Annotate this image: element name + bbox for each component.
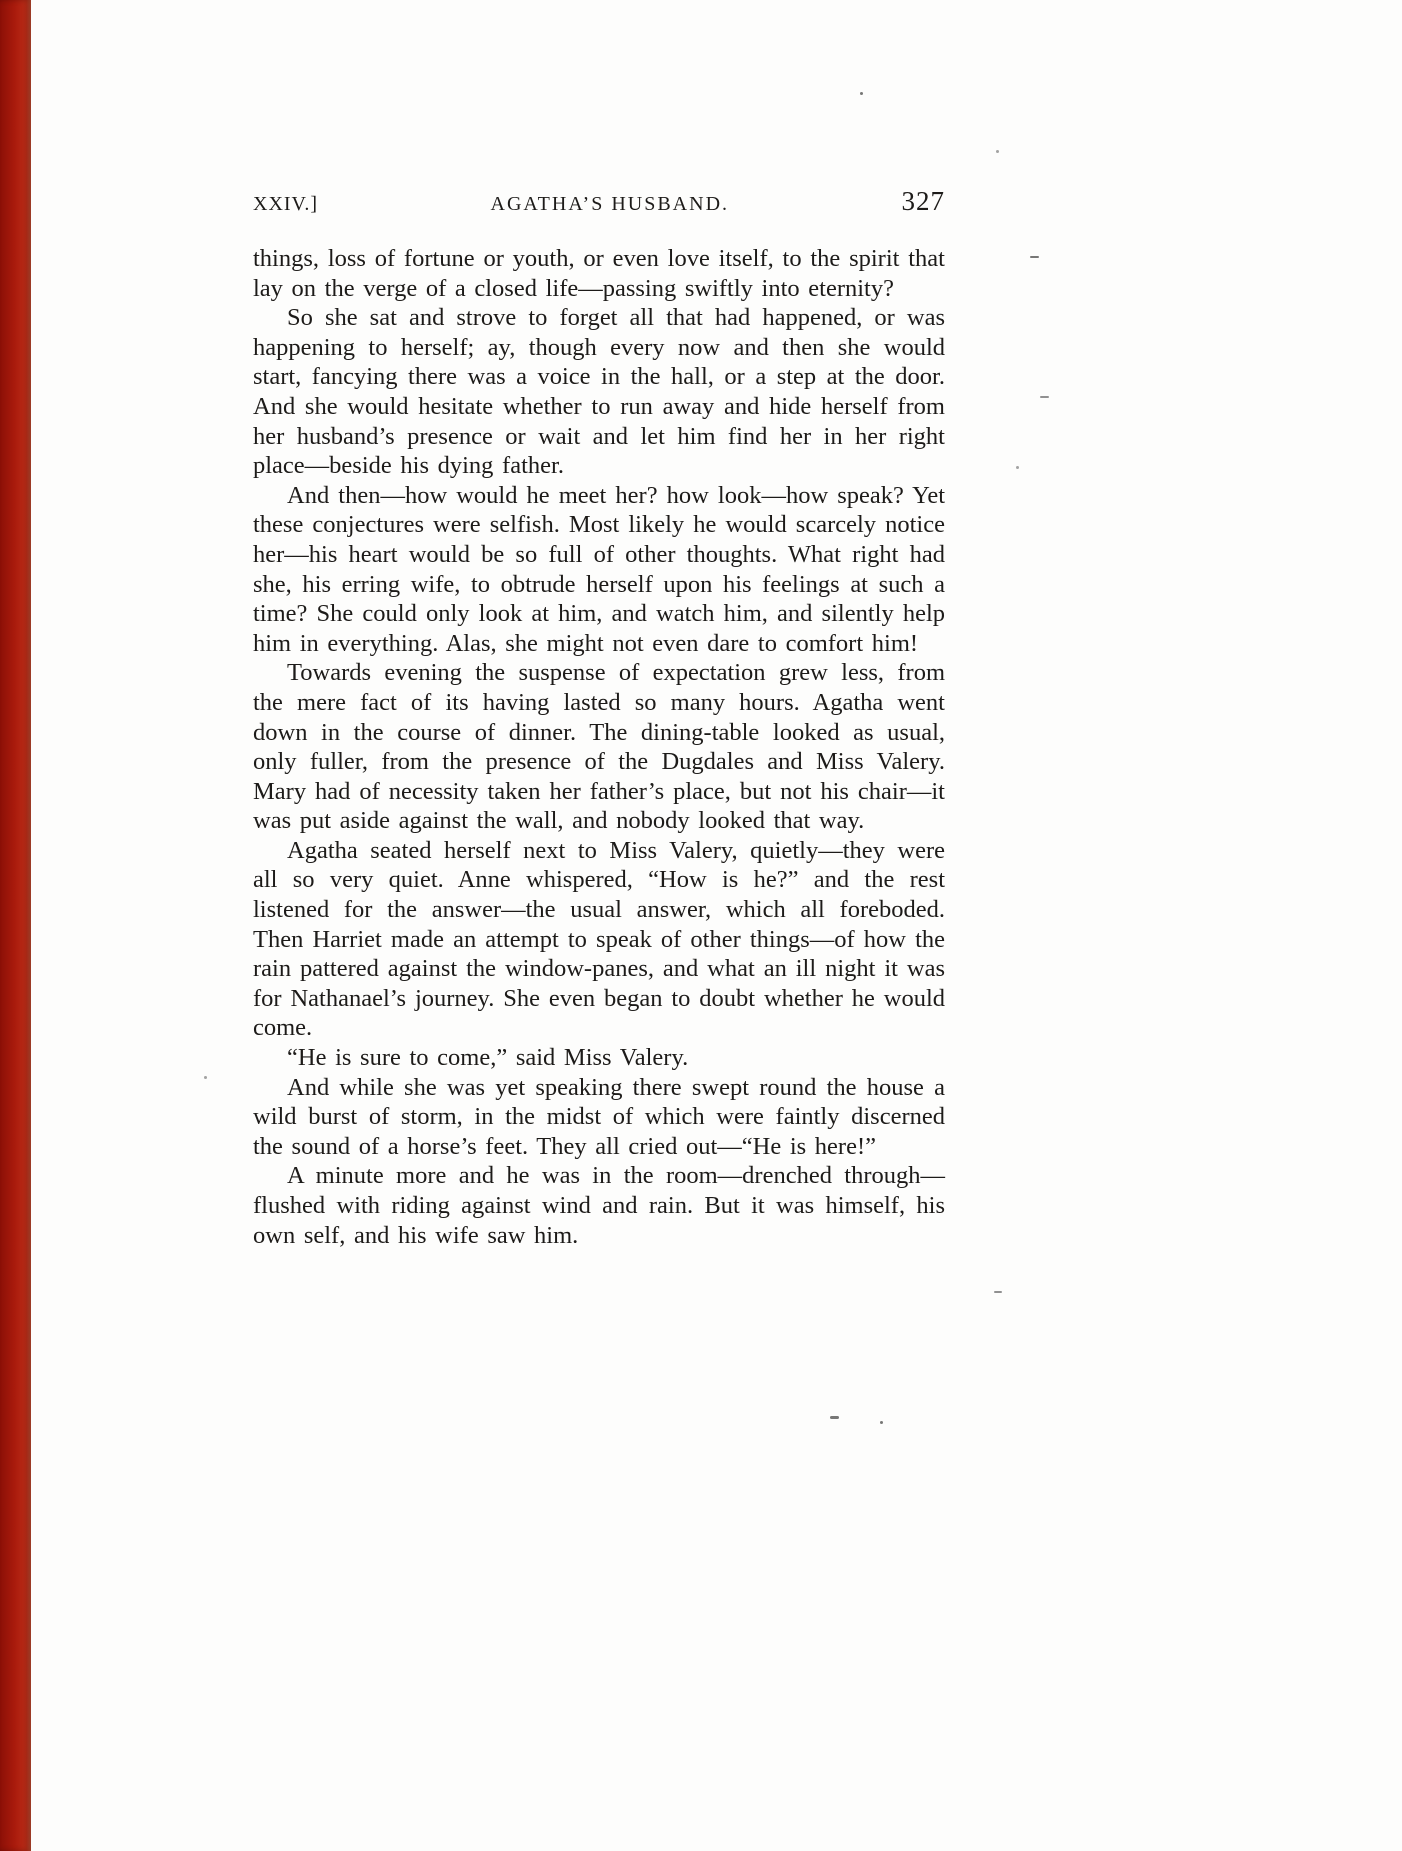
paragraph: And then—how would he meet her? how look—how speak? Yet these conjectures were selfish. Most likely he would scarcely notice her—his heart would be so full of other thoughts. What right had she, his erring wife, to obtrude herself upon his feelings at such a time? She could only look at him, and watch him, and silently help him in everything. Alas, she might not even dare to comfort him! (253, 481, 945, 657)
scan-speck (996, 150, 999, 153)
page-body (253, 244, 945, 1250)
paragraph: A minute more and he was in the room—drenched through—flushed with riding against wind and rain. But it was himself, his own self, and his wife saw him. (253, 1162, 945, 1249)
page-content (253, 186, 945, 1250)
running-title: AGATHA’S HUSBAND. (490, 193, 730, 215)
paragraph: And while she was yet speaking there swept round the house a wild burst of storm, in the midst of which were faintly discerned the sound of a horse’s feet. They all cried out—“He is here!” (253, 1073, 945, 1160)
paragraph: Agatha seated herself next to Miss Valery, quietly—they were all so very quiet. Anne whispered, “How is he?” and the rest listened for the answer—the usual answer, which all foreboded. Then Harriet made an attempt to speak of other things—of how the rain pattered against the window-panes, and what an ill night it was for Nathanael’s journey. She even began to doubt whether he would come. (253, 836, 945, 1042)
page-number: 327 (901, 186, 945, 216)
paragraph: So she sat and strove to forget all that had happened, or was happening to herself; ay, though every now and then she would start, fancying there was a voice in the hall, or a step at the door. And she would hesitate whether to run away and hide herself from her husband’s presence or wait and let him find her in her right place—beside his dying father. (253, 304, 945, 480)
scan-speck (204, 1076, 207, 1079)
scan-speck (994, 1291, 1002, 1293)
paragraph: Towards evening the suspense of expectation grew less, from the mere fact of its having lasted so many hours. Agatha went down in the course of dinner. The dining-table looked as usual, only fuller, from the presence of the Dugdales and Miss Valery. Mary had of necessity taken her father’s place, but not his chair—it was put aside against the wall, and nobody looked that way. (253, 659, 945, 835)
scan-speck (1040, 396, 1049, 398)
scan-speck (860, 92, 863, 95)
page-header (253, 186, 945, 217)
chapter-marker: XXIV.] (253, 193, 319, 215)
paragraph: things, loss of fortune or youth, or even love itself, to the spirit that lay on the verge of a closed life—passing swiftly into eternity? (253, 245, 945, 302)
scan-speck (1016, 466, 1019, 469)
paragraph: “He is sure to come,” said Miss Valery. (287, 1044, 689, 1072)
book-spine-edge (0, 0, 31, 1851)
scan-speck (1030, 256, 1039, 258)
scan-speck (880, 1421, 883, 1424)
scan-speck (830, 1416, 839, 1419)
